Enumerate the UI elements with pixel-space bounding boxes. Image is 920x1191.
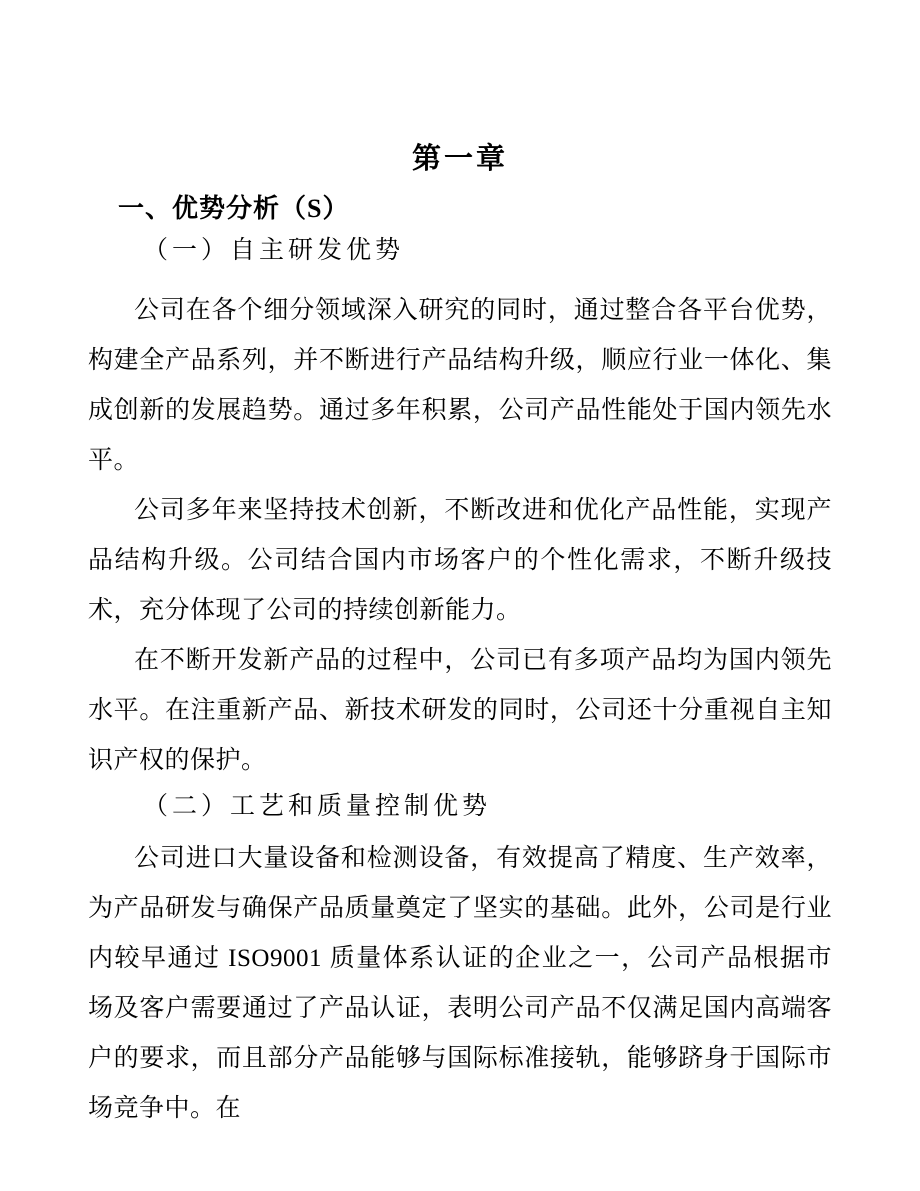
chapter-title: 第一章 xyxy=(411,143,508,175)
section-heading-advantage-analysis: 一、优势分析（S） xyxy=(118,194,350,223)
paragraph-rd-1: 公司在各个细分领域深入研究的同时，通过整合各平台优势，构建全产品系列，并不断进行产品结构升级，顺应行业一体化、集成创新的发展趋势。通过多年积累，公司产品性能处于国内领先水平。 xyxy=(88,297,832,474)
paragraph-quality-1: 公司进口大量设备和检测设备，有效提高了精度、生产效率，为产品研发与确保产品质量奠定了坚实的基础。此外，公司是行业内较早通过 ISO9001 质量体系认证的企业之一，公司产品根据市场及客户需要通过了产品认证，表明公司产品不仅满足国内高端客户的要求，而且部分产品能够与国际标准接轨，能够跻身于国际市场竞争中。在 xyxy=(88,845,832,1122)
paragraph-rd-3: 在不断开发新产品的过程中，公司已有多项产品均为国内领先水平。在注重新产品、新技术研发的同时，公司还十分重视自主知识产权的保护。 xyxy=(88,647,832,774)
subheading-process-quality-advantage: （二）工艺和质量控制优势 xyxy=(143,793,492,820)
subheading-rd-advantage: （一）自主研发优势 xyxy=(143,237,405,264)
paragraph-rd-2: 公司多年来坚持技术创新，不断改进和优化产品性能，实现产品结构升级。公司结合国内市场客户的个性化需求，不断升级技术，充分体现了公司的持续创新能力。 xyxy=(88,497,832,624)
